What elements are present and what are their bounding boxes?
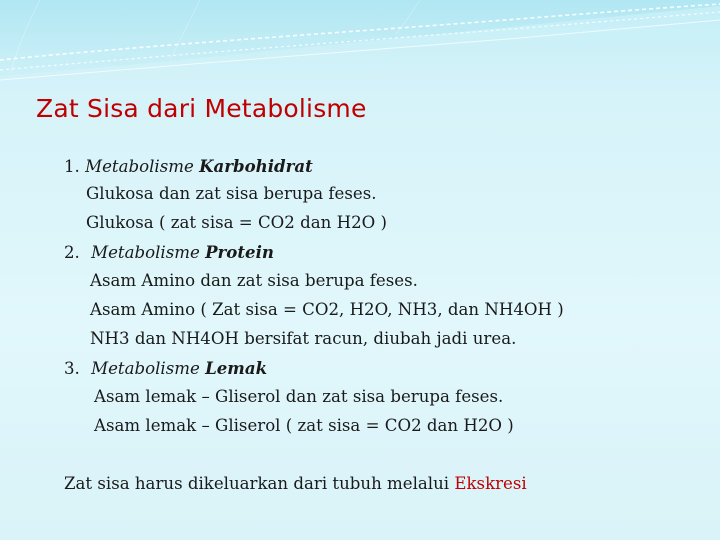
section-1-line-1: Glukosa dan zat sisa berupa feses. <box>86 184 377 203</box>
section-2-number: 2. <box>64 243 80 262</box>
section-2-heading <box>64 244 274 262</box>
section-1-heading <box>64 158 313 176</box>
section-3-line-2: Asam lemak – Gliserol ( zat sisa = CO2 dan H2O ) <box>94 416 514 435</box>
section-2-line-3: NH3 dan NH4OH bersifat racun, diubah jadi urea. <box>90 329 517 348</box>
header-wave-decoration <box>0 0 720 90</box>
section-3-label-bold: Lemak <box>205 358 268 378</box>
section-3-heading <box>64 360 267 378</box>
section-1-label-prefix: Metabolisme <box>85 157 194 176</box>
slide-title: Zat Sisa dari Metabolisme <box>36 94 367 123</box>
conclusion-text: Zat sisa harus dikeluarkan dari tubuh melalui <box>64 474 450 493</box>
section-2-label-bold: Protein <box>205 242 274 262</box>
section-2-line-1: Asam Amino dan zat sisa berupa feses. <box>90 271 418 290</box>
section-2-line-2: Asam Amino ( Zat sisa = CO2, H2O, NH3, dan NH4OH ) <box>90 300 564 319</box>
section-1-label-bold: Karbohidrat <box>199 156 313 176</box>
section-3-label-prefix: Metabolisme <box>91 359 200 378</box>
section-3-number: 3. <box>64 359 80 378</box>
section-1-line-2: Glukosa ( zat sisa = CO2 dan H2O ) <box>86 213 387 232</box>
section-2-label-prefix: Metabolisme <box>91 243 200 262</box>
conclusion-highlight: Ekskresi <box>454 474 527 493</box>
section-1-number: 1. <box>64 157 80 176</box>
conclusion <box>64 476 527 493</box>
section-3-line-1: Asam lemak – Gliserol dan zat sisa berupa feses. <box>94 387 504 406</box>
